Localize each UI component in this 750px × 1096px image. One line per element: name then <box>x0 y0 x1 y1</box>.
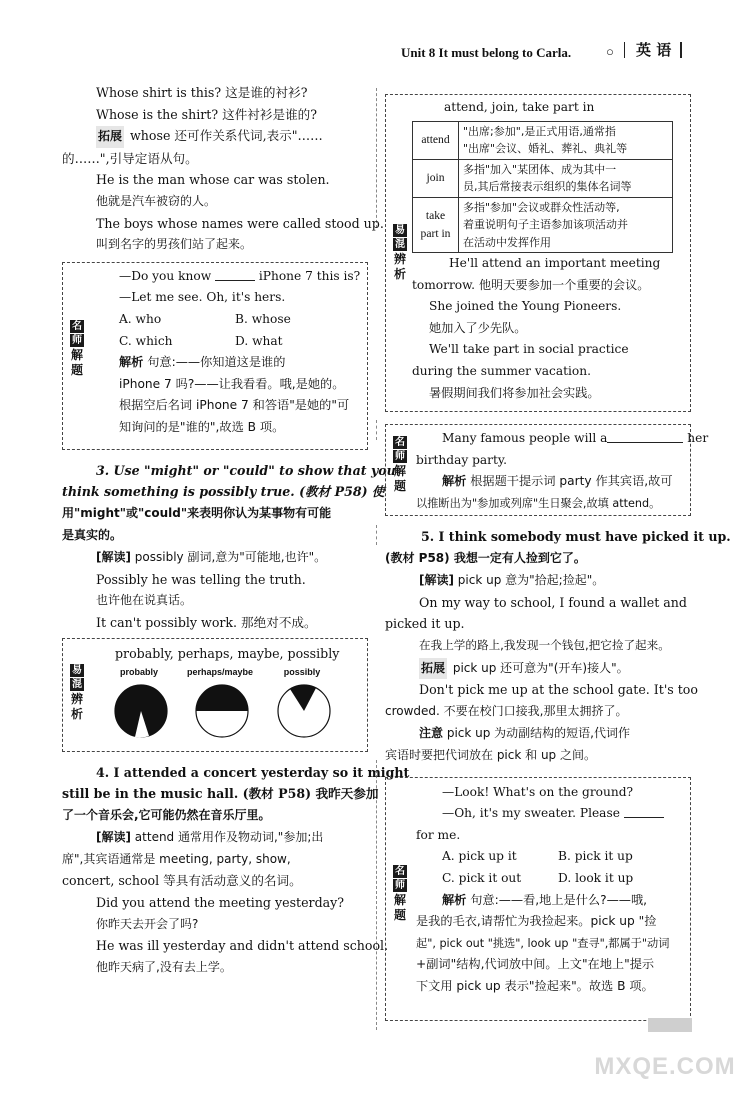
question-line <box>416 428 709 450</box>
header-divider <box>624 42 625 58</box>
option: D. look it up <box>558 870 634 885</box>
analysis-line: 起", pick out "挑选", look up "查寻",都属于"动词 <box>416 936 670 950</box>
page-header <box>398 40 698 64</box>
analysis-line <box>119 352 359 374</box>
header-divider <box>680 42 682 58</box>
question-line: birthday party. <box>416 452 508 467</box>
text-line: 的……",引导定语从句。 <box>62 150 198 166</box>
table-row <box>413 197 673 253</box>
comparison-box <box>385 94 691 412</box>
pie-probably <box>113 683 169 739</box>
section-heading: 5. I think somebody must have picked it up. <box>421 529 731 544</box>
analysis-line <box>416 890 682 912</box>
text-span: 句意:——看,地上是什么?——哦, <box>466 892 648 907</box>
text-line: 暑假期间我们将参加社会实践。 <box>429 385 600 400</box>
option: C. pick it out <box>442 870 522 885</box>
question-line: —Look! What's on the ground? <box>442 784 634 799</box>
section-heading: still be in the music hall. (教材 P58) 我昨天参加 <box>62 786 379 802</box>
text-span: take part in <box>420 209 451 240</box>
text-line: 他就是汽车被窃的人。 <box>96 193 217 208</box>
text-line <box>385 569 691 592</box>
analysis-line <box>416 471 682 493</box>
text-line: 席",其宾语通常是 meeting, party, show, <box>62 851 291 866</box>
side-char: 混 <box>72 678 82 690</box>
quiz-side-label <box>70 319 84 378</box>
text-line: Possibly he was telling the truth. <box>96 571 306 587</box>
column-divider <box>376 88 377 228</box>
text-line: 在我上学的路上,我发现一个钱包,把它捡了起来。 <box>419 637 670 652</box>
right-column <box>385 88 731 1031</box>
extension-tag: 拓展 <box>96 126 124 148</box>
side-char: 易 <box>72 664 82 676</box>
text-line <box>385 657 691 680</box>
answer-blank <box>215 269 255 281</box>
table-row <box>413 121 673 159</box>
table-cell <box>459 121 673 159</box>
analysis-line: 是我的毛衣,请帮忙为我捡起来。pick up "捡 <box>416 914 657 929</box>
option: B. whose <box>235 311 291 326</box>
text-line: The boys whose names were called stood up. <box>96 215 384 231</box>
comparison-table <box>412 121 673 254</box>
subject-label: 英 语 <box>636 41 672 59</box>
text-line: He was ill yesterday and didn't attend school. <box>96 938 389 954</box>
pie-perhaps-maybe <box>194 683 250 739</box>
pie-possibly <box>276 683 332 739</box>
option: C. which <box>119 333 173 348</box>
text-span: 根据题干提示词 party 作其宾语,故可 <box>466 474 673 489</box>
reading-tag: [解读] <box>419 573 454 588</box>
question-line <box>119 266 359 288</box>
question-line: for me. <box>416 827 461 842</box>
text-span: pick up 意为"拾起;捡起"。 <box>453 573 605 588</box>
text-span: 多指"加入"某团体、成为其中一 <box>463 162 617 176</box>
text-span: pick up 还可意为"(开车)接人"。 <box>449 660 629 675</box>
text-line <box>385 722 691 745</box>
section-heading: 了一个音乐会,它可能仍然在音乐厅里。 <box>62 807 271 822</box>
text-span: Many famous people will a <box>442 431 608 445</box>
comparison-title: attend, join, take part in <box>444 100 595 114</box>
note-tag: 注意 <box>419 726 444 741</box>
text-line: 叫到名字的男孩们站了起来。 <box>96 237 253 252</box>
text-span: "出席;参加",是正式用语,通常指 <box>463 124 616 138</box>
side-char: 名 <box>395 865 405 877</box>
column-divider <box>376 420 377 440</box>
option: D. what <box>235 333 283 348</box>
text-line: 宾语时要把代词放在 pick 和 up 之间。 <box>385 747 596 762</box>
text-line <box>62 125 368 148</box>
text-line: On my way to school, I found a wallet and <box>419 594 687 610</box>
text-line: tomorrow. 他明天要参加一个重要的会议。 <box>412 277 650 292</box>
text-span: her <box>683 431 709 445</box>
quiz-side-label <box>393 435 407 494</box>
table-cell: attend <box>413 121 459 159</box>
text-line: crowded. 不要在校门口接我,那里太拥挤了。 <box>385 703 628 718</box>
analysis-line: 知询问的是"谁的",故选 B 项。 <box>119 419 285 434</box>
text-line: He is the man whose car was stolen. <box>96 172 330 188</box>
table-row <box>413 159 673 197</box>
unit-title: Unit 8 It must belong to Carla. <box>401 45 572 60</box>
question-line: —Let me see. Oh, it's hers. <box>119 290 286 305</box>
pie-side-label <box>70 663 84 722</box>
side-char: 师 <box>72 334 82 346</box>
text-span: attend 通常用作及物动词,"参加;出 <box>130 830 324 845</box>
answer-blank <box>624 806 664 818</box>
side-char: 题 <box>393 479 406 493</box>
option-grid <box>119 309 359 352</box>
table-cell: join <box>413 159 459 197</box>
column-divider <box>376 525 377 545</box>
side-char: 题 <box>393 907 406 922</box>
text-line <box>62 546 368 569</box>
section-heading: 4. I attended a concert yesterday so it might <box>96 764 410 780</box>
analysis-line: 下文用 pick up 表示"捡起来"。故选 B 项。 <box>416 978 654 993</box>
text-span: possibly 副词,意为"可能地,也许"。 <box>130 550 327 565</box>
text-span: 着重说明句子主语参加该项活动并 <box>463 218 628 232</box>
side-char: 析 <box>393 267 406 281</box>
watermark-logo <box>580 1053 750 1096</box>
text-line: Did you attend the meeting yesterday? <box>96 895 345 911</box>
side-char: 题 <box>70 362 83 377</box>
side-char: 师 <box>395 879 405 891</box>
side-char: 解 <box>393 464 406 478</box>
table-cell <box>413 197 459 253</box>
left-column <box>62 82 410 978</box>
option: A. who <box>119 311 162 326</box>
extension-tag: 拓展 <box>419 658 447 680</box>
analysis-line: 以推断出为"参加或列席"生日聚会,故填 attend。 <box>416 496 661 510</box>
quiz-side-label <box>393 864 407 923</box>
question-line <box>416 803 682 825</box>
reading-tag: [解读] <box>96 550 131 565</box>
option: B. pick it up <box>558 849 633 864</box>
pie-label: perhaps/maybe <box>186 666 254 677</box>
text-span: pick up 为动副结构的短语,代词作 <box>443 726 630 741</box>
header-circle: ○ <box>606 44 614 59</box>
section-heading: think something is possibly true. (教材 P58) 使 <box>62 484 385 500</box>
side-char: 易 <box>395 225 405 236</box>
section-heading: 是真实的。 <box>62 527 123 542</box>
side-char: 辨 <box>393 252 406 266</box>
option-grid <box>416 846 682 889</box>
quiz-box <box>62 262 368 450</box>
watermark-text: MXQE.COM <box>594 1053 736 1080</box>
text-span: 员,其后常接表示组织的集体名词等 <box>463 180 632 194</box>
analysis-tag: 解析 <box>119 355 144 370</box>
text-line: 也许他在说真话。 <box>96 593 193 608</box>
analysis-line: 根据空后名词 iPhone 7 和答语"是她的"可 <box>119 398 350 413</box>
text-span: 多指"参加"会议或群众性活动等, <box>463 200 620 214</box>
pie-label: probably <box>119 666 158 677</box>
analysis-tag: 解析 <box>442 474 467 489</box>
analysis-line: iPhone 7 吗?——让我看看。哦,是她的。 <box>119 376 345 391</box>
text-span: 句意:——你知道这是谁的 <box>143 355 286 370</box>
text-line: Don't pick me up at the school gate. It's too <box>419 682 698 698</box>
text-span: "出席"会议、婚礼、葬礼、典礼等 <box>463 142 628 156</box>
reading-tag: [解读] <box>96 830 131 845</box>
pie-label: possibly <box>283 666 321 677</box>
side-char: 辨 <box>70 691 83 706</box>
text-line: picked it up. <box>385 616 465 632</box>
text-line: He'll attend an important meeting <box>449 256 661 271</box>
text-span: whose 还可作关系代词,表示"…… <box>126 128 323 144</box>
pie-comparison-box <box>62 638 368 752</box>
side-char: 混 <box>395 239 405 250</box>
text-line: It can't possibly work. 那绝对不成。 <box>96 614 317 630</box>
quiz-box <box>385 424 709 516</box>
option: A. pick up it <box>442 849 517 864</box>
text-line: 他昨天病了,没有去上学。 <box>96 959 232 974</box>
quiz-box <box>385 777 691 1021</box>
section-heading: (教材 P58) 我想一定有人捡到它了。 <box>385 550 586 565</box>
text-line: 她加入了少先队。 <box>429 320 527 335</box>
table-cell <box>459 197 673 253</box>
analysis-tag: 解析 <box>442 892 467 907</box>
side-char: 名 <box>395 437 405 448</box>
text-line: during the summer vacation. <box>412 364 591 379</box>
section-heading: 3. Use "might" or "could" to show that you <box>96 462 396 478</box>
comparison-side-label <box>393 223 407 282</box>
text-line <box>62 826 368 849</box>
text-line: Whose shirt is this? 这是谁的衬衫? <box>96 85 308 100</box>
text-span: —Oh, it's my sweater. Please <box>442 806 624 821</box>
analysis-line: +副词"结构,代词放中间。上文"在地上"提示 <box>416 957 655 972</box>
side-char: 解 <box>393 892 406 907</box>
text-span: —Do you know <box>119 268 215 283</box>
text-span: 在活动中发挥作用 <box>463 235 551 249</box>
pie-title: probably, perhaps, maybe, possibly <box>115 645 340 661</box>
side-char: 析 <box>70 706 83 721</box>
text-line: 你昨天去开会了吗? <box>96 916 199 931</box>
answer-blank <box>607 431 683 443</box>
page-number-strip <box>648 1018 692 1032</box>
text-line: She joined the Young Pioneers. <box>429 299 622 314</box>
section-heading: 用"might"或"could"来表明你认为某事物有可能 <box>62 505 332 520</box>
text-line: concert, school 等具有活动意义的名词。 <box>62 873 302 889</box>
side-char: 名 <box>72 320 82 332</box>
text-line: Whose is the shirt? 这件衬衫是谁的? <box>96 106 318 122</box>
side-char: 解 <box>70 347 83 362</box>
text-span: iPhone 7 this is? <box>255 268 361 283</box>
side-char: 师 <box>395 451 405 462</box>
text-line: We'll take part in social practice <box>429 342 629 357</box>
table-cell <box>459 159 673 197</box>
